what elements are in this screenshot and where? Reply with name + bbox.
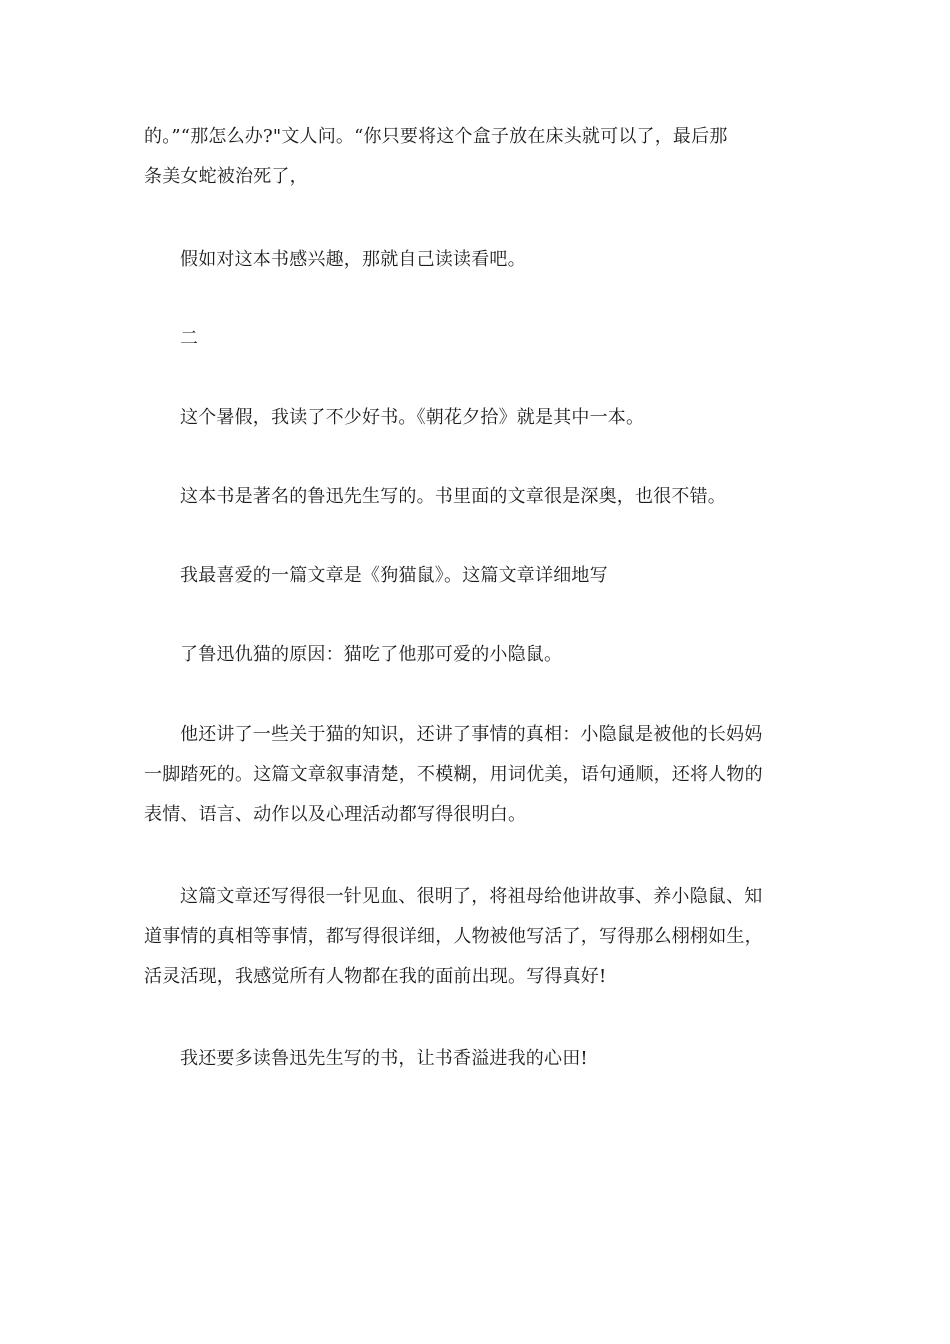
paragraph-1 (144, 117, 806, 197)
paragraph-line: 了鲁迅仇猫的原因：猫吃了他那可爱的小隐鼠。 (180, 644, 563, 665)
paragraph-line: 我最喜爱的一篇文章是《狗猫鼠》。这篇文章详细地写 (180, 565, 608, 586)
paragraph-8 (144, 877, 806, 997)
paragraph-2 (144, 240, 806, 280)
paragraph-line: 他还讲了一些关于猫的知识，还讲了事情的真相：小隐鼠是被他的长妈妈 (180, 724, 763, 745)
paragraph-3 (144, 398, 806, 438)
paragraph-line: 表情、语言、动作以及心理活动都写得很明白。 (144, 804, 527, 825)
paragraph-9 (144, 1039, 806, 1079)
paragraph-line: 这本书是著名的鲁迅先生写的。书里面的文章很是深奥，也很不错。 (180, 486, 726, 507)
paragraph-line: 这篇文章还写得很一针见血、很明了，将祖母给他讲故事、养小隐鼠、知 (180, 886, 763, 907)
paragraph-line: 活灵活现，我感觉所有人物都在我的面前出现。写得真好! (144, 966, 607, 987)
paragraph-line: 道事情的真相等事情，都写得很详细，人物被他写活了，写得那么栩栩如生， (144, 926, 763, 947)
paragraph-line: 我还要多读鲁迅先生写的书，让书香溢进我的心田! (180, 1048, 588, 1069)
paragraph-line: 的。”“那怎么办?"文人问。“你只要将这个盒子放在床头就可以了，最后那 (144, 126, 728, 147)
section-number: 二 (180, 328, 199, 349)
paragraph-6 (144, 635, 806, 675)
paragraph-line: 条美女蛇被治死了， (144, 166, 308, 187)
paragraph-line: 假如对这本书感兴趣，那就自己读读看吧。 (180, 249, 526, 270)
section-heading (144, 319, 806, 359)
paragraph-7 (144, 715, 806, 835)
paragraph-4 (144, 477, 806, 517)
paragraph-line: 一脚踏死的。这篇文章叙事清楚，不模糊，用词优美，语句通顺，还将人物的 (144, 764, 763, 785)
paragraph-5 (144, 556, 806, 596)
paragraph-line: 这个暑假，我读了不少好书。《朝花夕拾》就是其中一本。 (180, 407, 645, 428)
